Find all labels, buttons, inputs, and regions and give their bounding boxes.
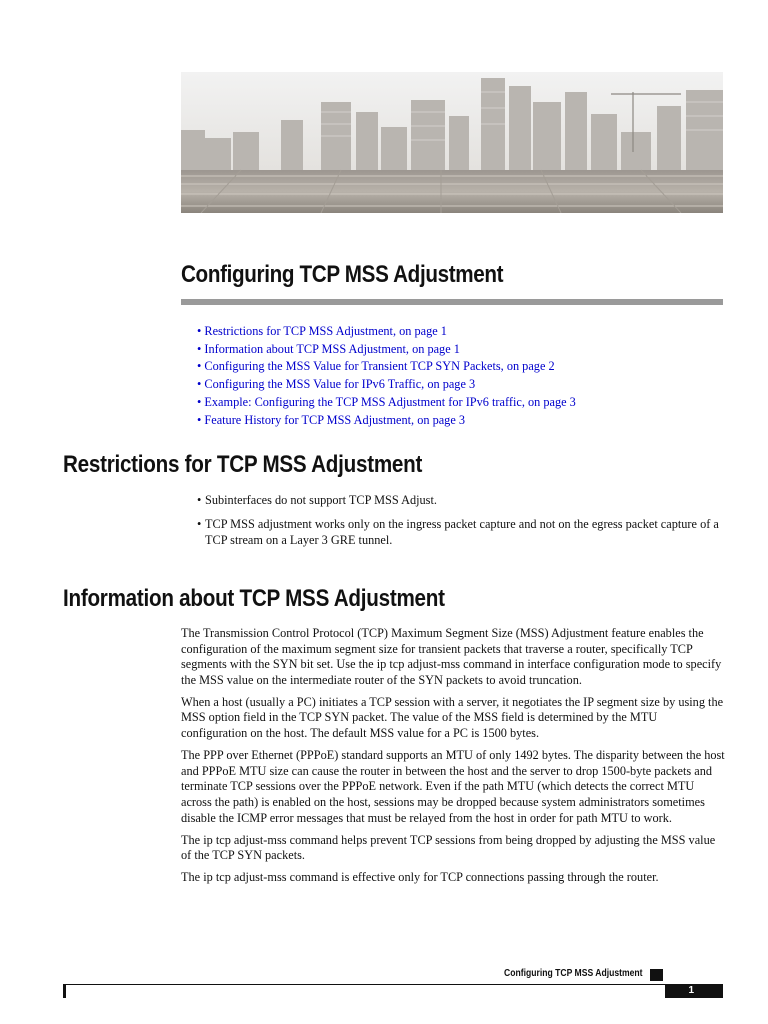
bullet: • bbox=[197, 377, 202, 392]
list-item-text: TCP MSS adjustment works only on the ingress packet capture and not on the egress packet capture of a TCP stream on a Layer 3 GRE tunnel. bbox=[205, 517, 719, 547]
paragraph: When a host (usually a PC) initiates a TCP session with a server, it negotiates the IP segment size by using the MSS option field in the TCP SYN packet. The value of the MSS field is determined by the MTU configuration on the host. The default MSS value for a PC is 1500 bytes. bbox=[181, 694, 724, 741]
restrictions-list bbox=[197, 492, 725, 556]
bullet: • bbox=[197, 394, 202, 409]
list-item-text: Subinterfaces do not support TCP MSS Adjust. bbox=[205, 493, 437, 507]
footer-tick bbox=[63, 984, 66, 998]
information-heading: Information about TCP MSS Adjustment bbox=[63, 585, 445, 612]
footer-marker bbox=[650, 969, 663, 981]
toc-item[interactable] bbox=[197, 376, 576, 394]
list-item bbox=[197, 492, 725, 508]
toc-link[interactable]: Example: Configuring the TCP MSS Adjustment for IPv6 traffic, on page 3 bbox=[204, 394, 576, 409]
paragraph: The Transmission Control Protocol (TCP) Maximum Segment Size (MSS) Adjustment feature enables the configuration of the maximum segment size for transient packets that traverse a router, specifically TCP segments with the SYN bit set. Use the ip tcp adjust-mss command in interface configuration mode to specify the MSS value on the intermediate router of the SYN packets to avoid truncation. bbox=[181, 626, 722, 687]
bullet: • bbox=[197, 412, 202, 427]
information-body bbox=[181, 626, 725, 892]
toc-item[interactable] bbox=[197, 394, 576, 412]
toc-link[interactable]: Configuring the MSS Value for IPv6 Traffic, on page 3 bbox=[204, 377, 476, 392]
toc-link[interactable]: Restrictions for TCP MSS Adjustment, on page 1 bbox=[204, 324, 447, 338]
bullet: • bbox=[197, 324, 202, 338]
list-item bbox=[197, 516, 725, 548]
paragraph: The ip tcp adjust-mss command is effective only for TCP connections passing through the router. bbox=[181, 870, 659, 885]
banner-image bbox=[181, 72, 723, 213]
page-number: 1 bbox=[688, 985, 694, 996]
toc-item[interactable] bbox=[197, 323, 576, 341]
bullet: • bbox=[197, 493, 202, 507]
toc-item[interactable] bbox=[197, 358, 576, 376]
bullet: • bbox=[197, 359, 202, 374]
toc-item[interactable] bbox=[197, 412, 576, 430]
toc-item[interactable] bbox=[197, 341, 576, 359]
toc-list bbox=[197, 323, 576, 429]
bullet: • bbox=[197, 341, 202, 356]
page-title: Configuring TCP MSS Adjustment bbox=[181, 261, 504, 288]
footer-title: Configuring TCP MSS Adjustment bbox=[504, 968, 643, 979]
paragraph: The ip tcp adjust-mss command helps prevent TCP sessions from being dropped by adjusting the MSS value of the TCP SYN packets. bbox=[181, 832, 716, 863]
toc-link[interactable]: Feature History for TCP MSS Adjustment, on page 3 bbox=[204, 412, 466, 427]
page-number-box bbox=[665, 984, 723, 998]
toc-link[interactable]: Configuring the MSS Value for Transient TCP SYN Packets, on page 2 bbox=[204, 359, 555, 374]
bullet: • bbox=[197, 517, 202, 531]
toc-link[interactable]: Information about TCP MSS Adjustment, on page 1 bbox=[204, 341, 460, 356]
title-rule bbox=[181, 299, 723, 305]
footer-rule bbox=[63, 984, 723, 985]
paragraph: The PPP over Ethernet (PPPoE) standard supports an MTU of only 1492 bytes. The disparity between the host and PPPoE MTU size can cause the router in between the host and the server to drop 1500-byte packets and terminate TCP sessions over the PPPoE network. Even if the path MTU (which detects the correct MTU across the path) is enabled on the host, sessions may be dropped because system administrators sometimes disable the ICMP error messages that must be relayed from the host in order for path MTU to work. bbox=[181, 748, 725, 825]
restrictions-heading: Restrictions for TCP MSS Adjustment bbox=[63, 451, 423, 478]
